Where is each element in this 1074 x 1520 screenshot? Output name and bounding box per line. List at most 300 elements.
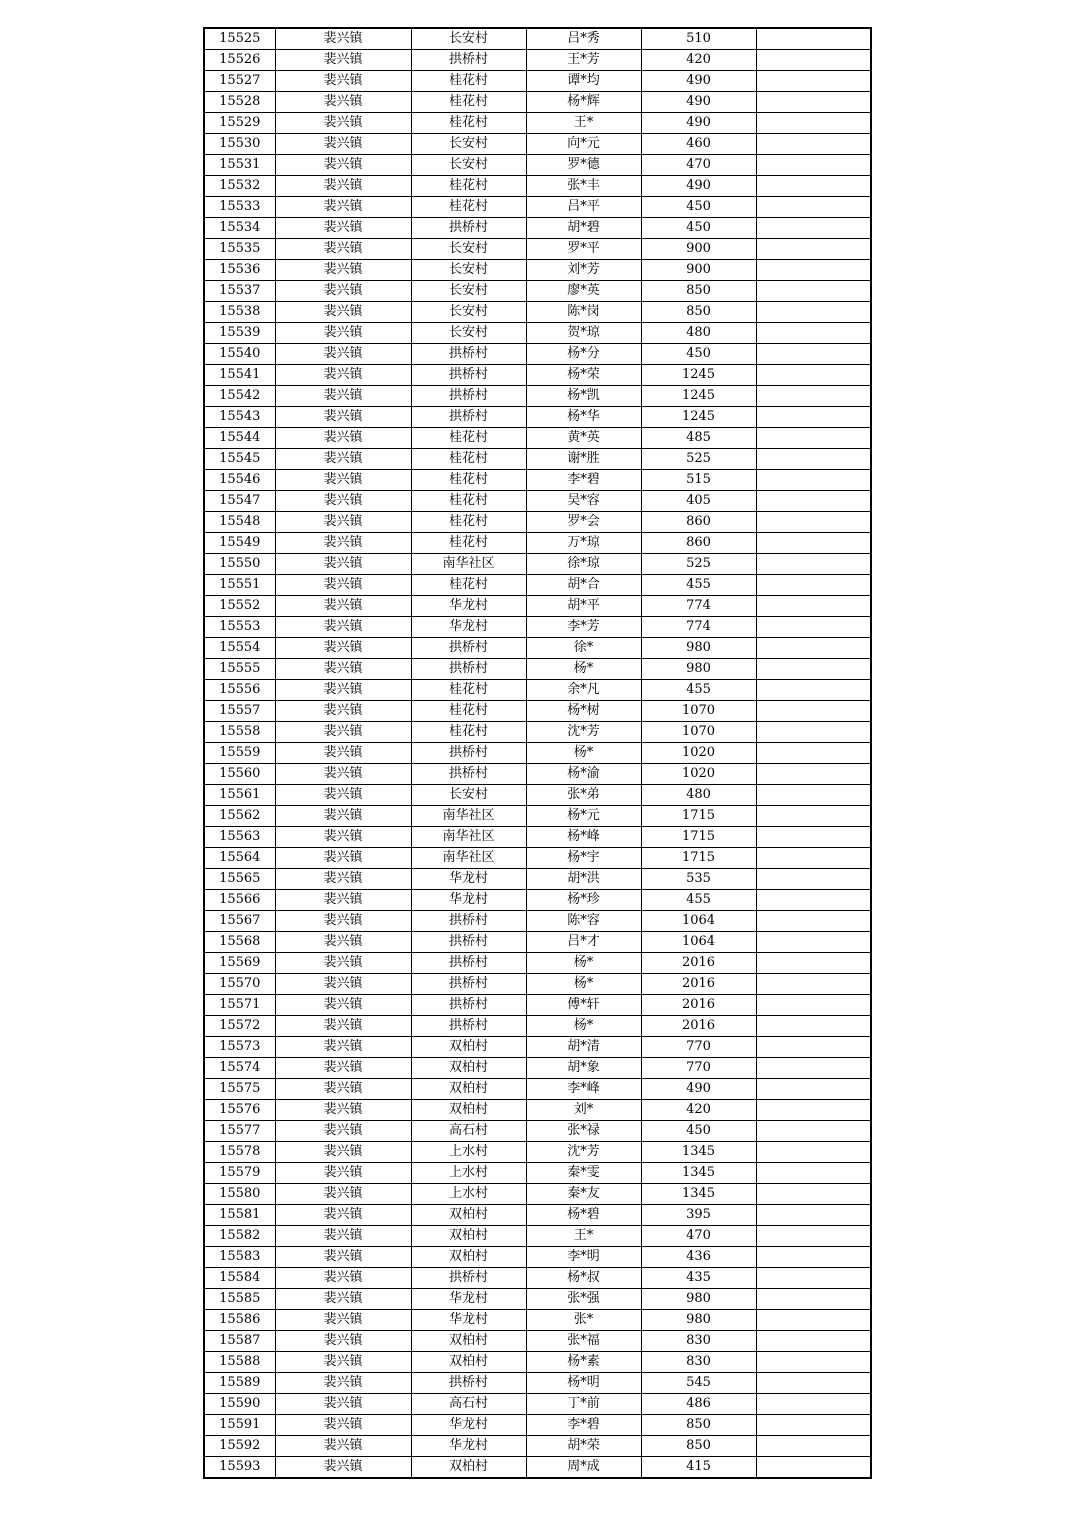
- table-row: [204, 1247, 871, 1268]
- data-table: [203, 27, 872, 1479]
- table-row: [204, 1163, 871, 1184]
- table-body: [204, 28, 871, 1478]
- village-cell: 桂花村: [411, 92, 526, 113]
- town-cell: 裴兴镇: [275, 659, 411, 680]
- village-cell: 长安村: [411, 155, 526, 176]
- name-cell: 吴*容: [526, 491, 641, 512]
- town-cell: 裴兴镇: [275, 1100, 411, 1121]
- name-cell: 刘*: [526, 1100, 641, 1121]
- name-cell: 徐*琼: [526, 554, 641, 575]
- town-cell: 裴兴镇: [275, 1373, 411, 1394]
- amount-cell: 2016: [641, 953, 756, 974]
- town-cell: 裴兴镇: [275, 1037, 411, 1058]
- table-row: [204, 1016, 871, 1037]
- row-number-cell: 15558: [204, 722, 275, 743]
- town-cell: 裴兴镇: [275, 71, 411, 92]
- table-row: [204, 218, 871, 239]
- table-row: [204, 302, 871, 323]
- village-cell: 拱桥村: [411, 638, 526, 659]
- note-cell: [756, 701, 871, 722]
- name-cell: 张*丰: [526, 176, 641, 197]
- table-row: [204, 1205, 871, 1226]
- table-row: [204, 1436, 871, 1457]
- name-cell: 张*: [526, 1310, 641, 1331]
- table-row: [204, 491, 871, 512]
- note-cell: [756, 113, 871, 134]
- village-cell: 双柏村: [411, 1100, 526, 1121]
- row-number-cell: 15551: [204, 575, 275, 596]
- village-cell: 南华社区: [411, 827, 526, 848]
- town-cell: 裴兴镇: [275, 638, 411, 659]
- village-cell: 华龙村: [411, 1415, 526, 1436]
- village-cell: 拱桥村: [411, 974, 526, 995]
- amount-cell: 1245: [641, 365, 756, 386]
- village-cell: 长安村: [411, 785, 526, 806]
- town-cell: 裴兴镇: [275, 890, 411, 911]
- note-cell: [756, 806, 871, 827]
- row-number-cell: 15540: [204, 344, 275, 365]
- table-row: [204, 428, 871, 449]
- note-cell: [756, 1352, 871, 1373]
- table-row: [204, 155, 871, 176]
- town-cell: 裴兴镇: [275, 449, 411, 470]
- note-cell: [756, 1037, 871, 1058]
- note-cell: [756, 722, 871, 743]
- village-cell: 拱桥村: [411, 743, 526, 764]
- amount-cell: 415: [641, 1457, 756, 1479]
- row-number-cell: 15548: [204, 512, 275, 533]
- note-cell: [756, 1142, 871, 1163]
- name-cell: 李*明: [526, 1247, 641, 1268]
- note-cell: [756, 1016, 871, 1037]
- name-cell: 秦*雯: [526, 1163, 641, 1184]
- table-row: [204, 743, 871, 764]
- table-row: [204, 260, 871, 281]
- name-cell: 张*弟: [526, 785, 641, 806]
- name-cell: 杨*: [526, 659, 641, 680]
- row-number-cell: 15535: [204, 239, 275, 260]
- village-cell: 南华社区: [411, 848, 526, 869]
- name-cell: 杨*分: [526, 344, 641, 365]
- name-cell: 张*强: [526, 1289, 641, 1310]
- table-row: [204, 953, 871, 974]
- village-cell: 拱桥村: [411, 1016, 526, 1037]
- village-cell: 华龙村: [411, 617, 526, 638]
- note-cell: [756, 28, 871, 50]
- town-cell: 裴兴镇: [275, 1352, 411, 1373]
- name-cell: 秦*友: [526, 1184, 641, 1205]
- table-row: [204, 50, 871, 71]
- name-cell: 吕*才: [526, 932, 641, 953]
- name-cell: 杨*渝: [526, 764, 641, 785]
- amount-cell: 2016: [641, 995, 756, 1016]
- village-cell: 桂花村: [411, 680, 526, 701]
- town-cell: 裴兴镇: [275, 50, 411, 71]
- name-cell: 杨*树: [526, 701, 641, 722]
- row-number-cell: 15593: [204, 1457, 275, 1479]
- village-cell: 南华社区: [411, 806, 526, 827]
- note-cell: [756, 890, 871, 911]
- row-number-cell: 15562: [204, 806, 275, 827]
- village-cell: 双柏村: [411, 1247, 526, 1268]
- name-cell: 杨*荣: [526, 365, 641, 386]
- amount-cell: 2016: [641, 1016, 756, 1037]
- name-cell: 吕*秀: [526, 28, 641, 50]
- name-cell: 贺*琼: [526, 323, 641, 344]
- town-cell: 裴兴镇: [275, 239, 411, 260]
- table-row: [204, 1037, 871, 1058]
- amount-cell: 1020: [641, 764, 756, 785]
- amount-cell: 470: [641, 155, 756, 176]
- name-cell: 李*峰: [526, 1079, 641, 1100]
- name-cell: 张*禄: [526, 1121, 641, 1142]
- row-number-cell: 15533: [204, 197, 275, 218]
- name-cell: 杨*叔: [526, 1268, 641, 1289]
- amount-cell: 535: [641, 869, 756, 890]
- row-number-cell: 15592: [204, 1436, 275, 1457]
- village-cell: 桂花村: [411, 701, 526, 722]
- row-number-cell: 15565: [204, 869, 275, 890]
- row-number-cell: 15544: [204, 428, 275, 449]
- amount-cell: 1070: [641, 722, 756, 743]
- name-cell: 王*芳: [526, 50, 641, 71]
- row-number-cell: 15542: [204, 386, 275, 407]
- name-cell: 胡*荣: [526, 1436, 641, 1457]
- town-cell: 裴兴镇: [275, 28, 411, 50]
- amount-cell: 980: [641, 1289, 756, 1310]
- note-cell: [756, 1100, 871, 1121]
- town-cell: 裴兴镇: [275, 1310, 411, 1331]
- town-cell: 裴兴镇: [275, 260, 411, 281]
- name-cell: 胡*清: [526, 1037, 641, 1058]
- row-number-cell: 15588: [204, 1352, 275, 1373]
- town-cell: 裴兴镇: [275, 533, 411, 554]
- town-cell: 裴兴镇: [275, 428, 411, 449]
- town-cell: 裴兴镇: [275, 953, 411, 974]
- village-cell: 长安村: [411, 260, 526, 281]
- note-cell: [756, 449, 871, 470]
- town-cell: 裴兴镇: [275, 1289, 411, 1310]
- town-cell: 裴兴镇: [275, 281, 411, 302]
- row-number-cell: 15582: [204, 1226, 275, 1247]
- town-cell: 裴兴镇: [275, 386, 411, 407]
- amount-cell: 1715: [641, 806, 756, 827]
- town-cell: 裴兴镇: [275, 869, 411, 890]
- town-cell: 裴兴镇: [275, 848, 411, 869]
- village-cell: 拱桥村: [411, 386, 526, 407]
- table-row: [204, 71, 871, 92]
- note-cell: [756, 71, 871, 92]
- row-number-cell: 15567: [204, 911, 275, 932]
- town-cell: 裴兴镇: [275, 680, 411, 701]
- row-number-cell: 15578: [204, 1142, 275, 1163]
- note-cell: [756, 617, 871, 638]
- name-cell: 杨*: [526, 743, 641, 764]
- amount-cell: 850: [641, 281, 756, 302]
- village-cell: 长安村: [411, 134, 526, 155]
- note-cell: [756, 470, 871, 491]
- note-cell: [756, 134, 871, 155]
- amount-cell: 485: [641, 428, 756, 449]
- amount-cell: 900: [641, 239, 756, 260]
- table-row: [204, 680, 871, 701]
- note-cell: [756, 1331, 871, 1352]
- note-cell: [756, 176, 871, 197]
- amount-cell: 395: [641, 1205, 756, 1226]
- name-cell: 张*福: [526, 1331, 641, 1352]
- row-number-cell: 15580: [204, 1184, 275, 1205]
- name-cell: 万*琼: [526, 533, 641, 554]
- row-number-cell: 15528: [204, 92, 275, 113]
- table-row: [204, 28, 871, 50]
- village-cell: 上水村: [411, 1184, 526, 1205]
- town-cell: 裴兴镇: [275, 701, 411, 722]
- table-row: [204, 1394, 871, 1415]
- table-row: [204, 1310, 871, 1331]
- note-cell: [756, 1289, 871, 1310]
- village-cell: 上水村: [411, 1163, 526, 1184]
- row-number-cell: 15537: [204, 281, 275, 302]
- note-cell: [756, 1268, 871, 1289]
- note-cell: [756, 1436, 871, 1457]
- note-cell: [756, 407, 871, 428]
- note-cell: [756, 743, 871, 764]
- amount-cell: 420: [641, 1100, 756, 1121]
- note-cell: [756, 260, 871, 281]
- village-cell: 拱桥村: [411, 218, 526, 239]
- village-cell: 长安村: [411, 323, 526, 344]
- row-number-cell: 15527: [204, 71, 275, 92]
- table-row: [204, 995, 871, 1016]
- note-cell: [756, 974, 871, 995]
- table-row: [204, 764, 871, 785]
- table-row: [204, 1058, 871, 1079]
- table-row: [204, 554, 871, 575]
- amount-cell: 980: [641, 659, 756, 680]
- amount-cell: 490: [641, 113, 756, 134]
- name-cell: 黄*英: [526, 428, 641, 449]
- name-cell: 王*: [526, 1226, 641, 1247]
- row-number-cell: 15566: [204, 890, 275, 911]
- amount-cell: 830: [641, 1331, 756, 1352]
- town-cell: 裴兴镇: [275, 1268, 411, 1289]
- town-cell: 裴兴镇: [275, 827, 411, 848]
- row-number-cell: 15555: [204, 659, 275, 680]
- table-row: [204, 722, 871, 743]
- amount-cell: 486: [641, 1394, 756, 1415]
- row-number-cell: 15536: [204, 260, 275, 281]
- village-cell: 桂花村: [411, 491, 526, 512]
- town-cell: 裴兴镇: [275, 911, 411, 932]
- table-row: [204, 848, 871, 869]
- note-cell: [756, 1121, 871, 1142]
- amount-cell: 490: [641, 1079, 756, 1100]
- town-cell: 裴兴镇: [275, 302, 411, 323]
- name-cell: 王*: [526, 113, 641, 134]
- table-row: [204, 1415, 871, 1436]
- row-number-cell: 15590: [204, 1394, 275, 1415]
- village-cell: 上水村: [411, 1142, 526, 1163]
- amount-cell: 525: [641, 449, 756, 470]
- village-cell: 双柏村: [411, 1226, 526, 1247]
- row-number-cell: 15581: [204, 1205, 275, 1226]
- row-number-cell: 15569: [204, 953, 275, 974]
- amount-cell: 525: [641, 554, 756, 575]
- name-cell: 陈*岗: [526, 302, 641, 323]
- village-cell: 拱桥村: [411, 407, 526, 428]
- amount-cell: 450: [641, 344, 756, 365]
- table-row: [204, 1373, 871, 1394]
- row-number-cell: 15557: [204, 701, 275, 722]
- amount-cell: 1715: [641, 827, 756, 848]
- name-cell: 沈*芳: [526, 1142, 641, 1163]
- table-row: [204, 1289, 871, 1310]
- note-cell: [756, 869, 871, 890]
- row-number-cell: 15579: [204, 1163, 275, 1184]
- village-cell: 桂花村: [411, 449, 526, 470]
- table-row: [204, 281, 871, 302]
- town-cell: 裴兴镇: [275, 1184, 411, 1205]
- town-cell: 裴兴镇: [275, 407, 411, 428]
- note-cell: [756, 239, 871, 260]
- amount-cell: 1245: [641, 386, 756, 407]
- village-cell: 桂花村: [411, 197, 526, 218]
- name-cell: 徐*: [526, 638, 641, 659]
- name-cell: 胡*象: [526, 1058, 641, 1079]
- amount-cell: 770: [641, 1058, 756, 1079]
- village-cell: 拱桥村: [411, 932, 526, 953]
- village-cell: 拱桥村: [411, 365, 526, 386]
- amount-cell: 1345: [641, 1142, 756, 1163]
- note-cell: [756, 1415, 871, 1436]
- amount-cell: 1715: [641, 848, 756, 869]
- table-row: [204, 533, 871, 554]
- row-number-cell: 15575: [204, 1079, 275, 1100]
- name-cell: 陈*容: [526, 911, 641, 932]
- row-number-cell: 15530: [204, 134, 275, 155]
- table-row: [204, 1100, 871, 1121]
- note-cell: [756, 491, 871, 512]
- village-cell: 拱桥村: [411, 995, 526, 1016]
- name-cell: 余*凡: [526, 680, 641, 701]
- row-number-cell: 15587: [204, 1331, 275, 1352]
- amount-cell: 455: [641, 890, 756, 911]
- amount-cell: 980: [641, 638, 756, 659]
- name-cell: 吕*平: [526, 197, 641, 218]
- row-number-cell: 15549: [204, 533, 275, 554]
- note-cell: [756, 92, 871, 113]
- town-cell: 裴兴镇: [275, 785, 411, 806]
- town-cell: 裴兴镇: [275, 1079, 411, 1100]
- village-cell: 华龙村: [411, 596, 526, 617]
- name-cell: 胡*平: [526, 596, 641, 617]
- amount-cell: 470: [641, 1226, 756, 1247]
- table-row: [204, 1331, 871, 1352]
- table-row: [204, 1352, 871, 1373]
- village-cell: 长安村: [411, 28, 526, 50]
- town-cell: 裴兴镇: [275, 134, 411, 155]
- name-cell: 胡*合: [526, 575, 641, 596]
- amount-cell: 860: [641, 512, 756, 533]
- table-row: [204, 890, 871, 911]
- town-cell: 裴兴镇: [275, 1394, 411, 1415]
- town-cell: 裴兴镇: [275, 155, 411, 176]
- note-cell: [756, 281, 871, 302]
- note-cell: [756, 638, 871, 659]
- amount-cell: 1064: [641, 911, 756, 932]
- table-row: [204, 239, 871, 260]
- table-row: [204, 365, 871, 386]
- table-row: [204, 1142, 871, 1163]
- table-row: [204, 323, 871, 344]
- note-cell: [756, 1226, 871, 1247]
- table-row: [204, 785, 871, 806]
- amount-cell: 830: [641, 1352, 756, 1373]
- note-cell: [756, 1079, 871, 1100]
- town-cell: 裴兴镇: [275, 1058, 411, 1079]
- row-number-cell: 15547: [204, 491, 275, 512]
- table-row: [204, 827, 871, 848]
- town-cell: 裴兴镇: [275, 365, 411, 386]
- name-cell: 杨*宇: [526, 848, 641, 869]
- town-cell: 裴兴镇: [275, 743, 411, 764]
- village-cell: 双柏村: [411, 1352, 526, 1373]
- name-cell: 杨*元: [526, 806, 641, 827]
- village-cell: 拱桥村: [411, 344, 526, 365]
- name-cell: 傅*轩: [526, 995, 641, 1016]
- town-cell: 裴兴镇: [275, 722, 411, 743]
- name-cell: 李*芳: [526, 617, 641, 638]
- village-cell: 桂花村: [411, 113, 526, 134]
- name-cell: 廖*英: [526, 281, 641, 302]
- amount-cell: 850: [641, 302, 756, 323]
- note-cell: [756, 218, 871, 239]
- row-number-cell: 15571: [204, 995, 275, 1016]
- village-cell: 桂花村: [411, 722, 526, 743]
- amount-cell: 774: [641, 617, 756, 638]
- town-cell: 裴兴镇: [275, 1247, 411, 1268]
- table-row: [204, 470, 871, 491]
- note-cell: [756, 554, 871, 575]
- town-cell: 裴兴镇: [275, 1436, 411, 1457]
- village-cell: 拱桥村: [411, 911, 526, 932]
- row-number-cell: 15525: [204, 28, 275, 50]
- row-number-cell: 15545: [204, 449, 275, 470]
- town-cell: 裴兴镇: [275, 554, 411, 575]
- note-cell: [756, 533, 871, 554]
- town-cell: 裴兴镇: [275, 113, 411, 134]
- name-cell: 杨*碧: [526, 1205, 641, 1226]
- village-cell: 桂花村: [411, 533, 526, 554]
- row-number-cell: 15556: [204, 680, 275, 701]
- village-cell: 桂花村: [411, 470, 526, 491]
- town-cell: 裴兴镇: [275, 932, 411, 953]
- amount-cell: 510: [641, 28, 756, 50]
- note-cell: [756, 1457, 871, 1479]
- village-cell: 华龙村: [411, 1289, 526, 1310]
- village-cell: 南华社区: [411, 554, 526, 575]
- amount-cell: 455: [641, 575, 756, 596]
- name-cell: 胡*洪: [526, 869, 641, 890]
- table-row: [204, 1184, 871, 1205]
- note-cell: [756, 302, 871, 323]
- amount-cell: 900: [641, 260, 756, 281]
- name-cell: 杨*明: [526, 1373, 641, 1394]
- village-cell: 拱桥村: [411, 1268, 526, 1289]
- amount-cell: 480: [641, 785, 756, 806]
- note-cell: [756, 1163, 871, 1184]
- row-number-cell: 15589: [204, 1373, 275, 1394]
